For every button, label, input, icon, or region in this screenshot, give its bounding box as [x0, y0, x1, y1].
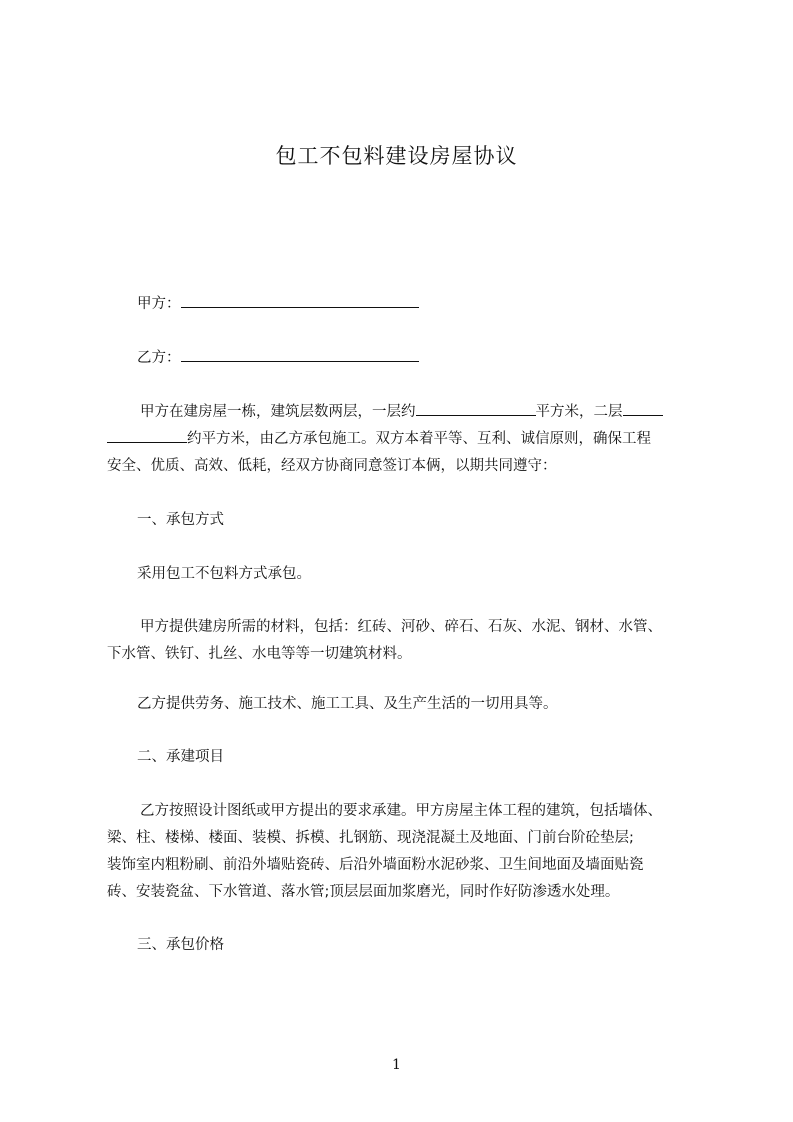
intro-text-3: 约平方米，由乙方承包施工。双方本着平等、互利、诚信原则，确保工程	[187, 431, 651, 447]
section1-heading: 一、承包方式	[137, 512, 224, 528]
party-b-blank[interactable]	[181, 347, 419, 362]
section1-paragraph-3: 乙方提供劳务、施工技术、施工工具、及生产生活的一切用具等。	[137, 696, 558, 712]
page-number: 1	[392, 1057, 401, 1073]
section1-paragraph-2-line-2: 下水管、铁钉、扎丝、水电等等一切建筑材料。	[107, 646, 412, 662]
section2-line-3: 装饰室内粗粉刷、前沿外墙贴瓷砖、后沿外墙面粉水泥砂浆、卫生间地面及墙面贴瓷	[107, 857, 644, 873]
party-a-blank[interactable]	[181, 293, 419, 308]
party-b-line	[137, 346, 419, 367]
document-title: 包工不包料建设房屋协议	[275, 144, 518, 168]
first-floor-area-blank[interactable]	[416, 401, 536, 416]
intro-text-2: 平方米，二层	[535, 404, 623, 420]
section2-line-4: 砖、安装瓷盆、下水管道、落水管;顶层层面加浆磨光，同时作好防渗透水处理。	[107, 884, 620, 900]
section1-paragraph-1: 采用包工不包料方式承包。	[137, 566, 311, 582]
party-b-label: 乙方：	[137, 350, 181, 366]
intro-line-2	[107, 427, 651, 448]
party-a-label: 甲方：	[137, 296, 181, 312]
second-floor-area-blank-b[interactable]	[107, 428, 187, 443]
section2-heading: 二、承建项目	[137, 749, 224, 765]
intro-line-3: 安全、优质、高效、低耗，经双方协商同意签订本俩，以期共同遵守：	[107, 458, 557, 474]
intro-line-1	[140, 400, 663, 421]
second-floor-area-blank-a[interactable]	[623, 401, 663, 416]
section3-heading: 三、承包价格	[137, 937, 224, 953]
party-a-line	[137, 292, 419, 313]
section1-paragraph-2-line-1: 甲方提供建房所需的材料，包括：红砖、河砂、碎石、石灰、水泥、钢材、水管、	[140, 619, 662, 635]
section2-line-2: 梁、柱、楼梯、楼面、装模、拆模、扎钢筋、现浇混凝土及地面、门前台阶砼垫层;	[107, 830, 634, 846]
intro-text-1: 甲方在建房屋一栋，建筑层数两层，一层约	[140, 404, 416, 420]
section2-line-1: 乙方按照设计图纸或甲方提出的要求承建。甲方房屋主体工程的建筑，包括墙体、	[140, 803, 662, 819]
